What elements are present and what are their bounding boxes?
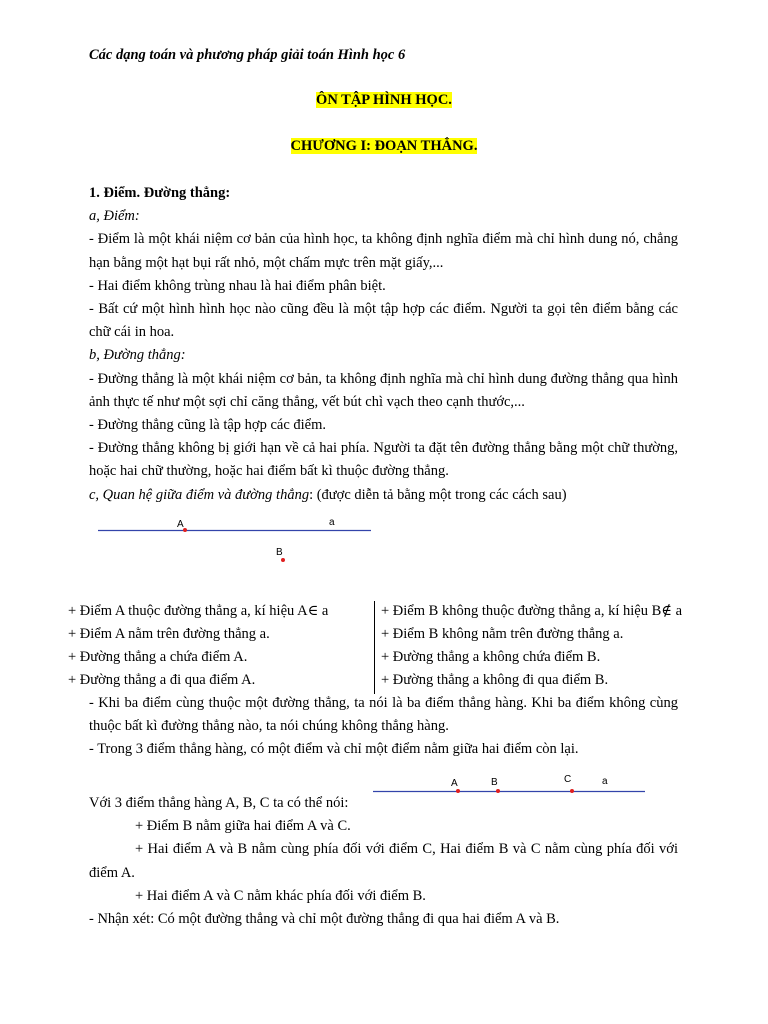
page-title [0,92,768,109]
paragraph: - Trong 3 điểm thẳng hàng, có một điểm và chỉ một điểm nằm giữa hai điểm còn lại. [89,741,579,758]
paragraph: - Đường thẳng cũng là tập hợp các điểm. [89,417,326,434]
figure2-label-C: C [564,774,572,785]
paragraph: - Đường thẳng là một khái niệm cơ bản, ta không định nghĩa mà chỉ hình dung đường thẳng qua hình ảnh thực tế như một sợi chỉ căng thẳng, vết bút chì vạch theo cạnh thước,... [89,370,678,410]
remark: - Nhận xét: Có một đường thẳng và chỉ một đường thẳng đi qua hai điểm A và B. [89,911,560,928]
table-cell: + Đường thẳng a không đi qua điểm B. [381,672,609,688]
document-header: Các dạng toán và phương pháp giải toán Hình học 6 [89,47,406,63]
subsection-c [89,484,678,507]
subsection-c-title: c, Quan hệ giữa điểm và đường thẳng [89,486,310,503]
figure2-label-B: B [491,777,498,788]
subsection-b-title: b, Đường thẳng: [89,347,186,364]
table-cell: + Điểm B không thuộc đường thẳng a, kí hiệu B∉ a [381,603,683,619]
figure1-label-A: A [177,519,184,530]
list-item: + Hai điểm A và C nằm khác phía đối với điểm B. [135,887,426,904]
subsection-a-title: a, Điểm: [89,208,140,225]
paragraph: - Hai điểm không trùng nhau là hai điểm phân biệt. [89,277,386,294]
paragraph: - Khi ba điểm cùng thuộc một đường thẳng, ta nói là ba điểm thẳng hàng. Khi ba điểm không cùng thuộc bất kì đường thẳng nào, ta nói chúng không thẳng hàng. [89,695,678,735]
relation-table-right [381,600,682,692]
table-cell: + Đường thẳng a chứa điểm A. [68,649,248,665]
paragraph: - Bất cứ một hình hình học nào cũng đều là một tập hợp các điểm. Người ta gọi tên điểm bằng các chữ cái in hoa. [89,301,678,341]
paragraph: - Đường thẳng không bị giới hạn về cả hai phía. Người ta đặt tên đường thẳng bằng một chữ thường, hoặc hai chữ thường, hoặc hai điểm bất kì thuộc đường thẳng. [89,440,678,480]
collinear-statements [89,792,678,931]
table-divider [374,601,375,694]
list-item: + Điểm B nằm giữa hai điểm A và C. [135,818,351,835]
paragraph: - Điểm là một khái niệm cơ bản của hình học, ta không định nghĩa điểm mà chỉ hình dung nó, chẳng hạn bằng một hạt bụi rất nhỏ, một chấm mực trên mặt giấy,... [89,231,678,271]
table-cell: + Điểm A thuộc đường thẳng a, kí hiệu A∈ a [68,603,329,619]
table-cell: + Điểm B không nằm trên đường thẳng a. [381,626,624,642]
chapter-title [0,138,768,155]
chapter-title-text: CHƯƠNG I: ĐOẠN THẲNG. [290,138,478,154]
subsection-c-rest: : (được diễn tả bằng một trong các cách sau) [309,486,567,503]
section-heading: 1. Điểm. Đường thẳng: [89,185,231,201]
point-b-marker [281,558,285,562]
list-item: + Hai điểm A và B nằm cùng phía đối với điểm C, Hai điểm B và C nằm cùng phía đối với điểm A. [89,841,678,881]
table-cell: + Đường thẳng a đi qua điểm A. [68,672,256,688]
figure2-label-a: a [602,776,608,787]
table-cell: + Điểm A nằm trên đường thẳng a. [68,626,270,642]
relation-table-left [68,600,328,692]
paragraph: Với 3 điểm thẳng hàng A, B, C ta có thể nói: [89,795,349,811]
page-title-text: ÔN TẬP HÌNH HỌC. [316,92,452,108]
figure1-label-a: a [329,517,335,528]
collinear-definition [89,692,678,762]
figure1-label-B: B [276,547,283,558]
figure2-label-A: A [451,778,458,789]
section-1 [89,182,678,507]
figure-point-line-relation [0,510,400,570]
table-cell: + Đường thẳng a không chứa điểm B. [381,649,601,665]
